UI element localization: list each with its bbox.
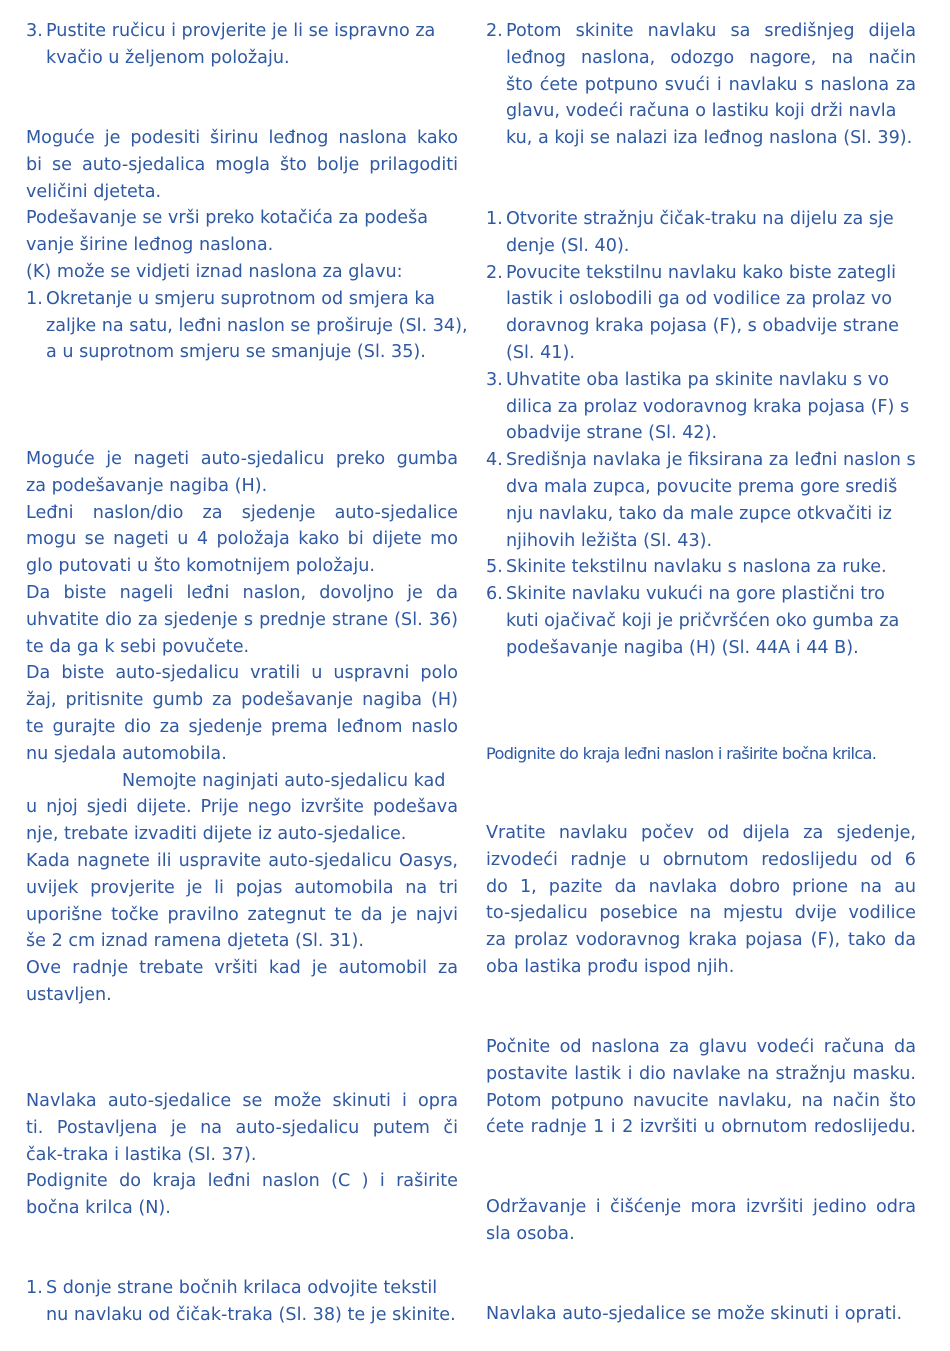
list-item: 3. Pustite ručicu i provjerite je li se ispravno za kvačio u željenom položaju. [26, 21, 436, 68]
maintenance-section: Održavanje i čišćenje mora izvršiti jedino odra sla osoba. [486, 1197, 916, 1244]
cover-step-1 [26, 1275, 458, 1329]
list-item: 3. Uhvatite oba lastika pa skinite navlaku s vo dilica za prolaz vodoravnog kraka pojasa (F) s obadvije strane (Sl. 42). [486, 369, 910, 444]
headrest-section: Počnite od naslona za glavu vodeći računa da postavite lastik i dio navlake na stražnju masku. Potom potpuno navucite navlaku, na način što ćete radnje 1 i 2 izvršiti u obrnutom redoslijedu. [486, 1037, 916, 1138]
list-item: 6. Skinite navlaku vukući na gore plastični tro kuti ojačivač koji je pričvršćen oko gumba za podešavanje nagiba (H) (Sl. 44A i 44 B). [486, 584, 900, 658]
list-item: 1. Otvorite stražnju čičak-traku na dijelu za sje denje (Sl. 40). [486, 209, 894, 256]
list-item: 1. S donje strane bočnih krilaca odvojite tekstil nu navlaku od čičak-traka (Sl. 38) te je skinite. [26, 1278, 456, 1325]
list-item: 5. Skinite tekstilnu navlaku s naslona za ruke. [486, 557, 887, 578]
seat-cover-steps [486, 206, 916, 662]
washable-line: Navlaka auto-sjedalice se može skinuti i oprati. [486, 1304, 903, 1324]
recline-section: Moguće je nageti auto-sjedalicu preko gumba za podešavanje nagiba (H). Leđni naslon/dio za sjedenje auto-sjedalice mogu se nageti u 4 položaja kako bi dijete mo glo putovati u što komotnijem položaju. Da biste nageli leđni naslon, dovoljno je da uhvatite dio za sjedenje s prednje strane (Sl. 36) te da ga k sebi povučete. Da biste auto-sjedalicu vratili u uspravni polo žaj, pritisnite gumb za podešavanje nagiba (H) te gurajte dio za sjedenje prema leđnom naslo nu sjedala automobila. Nemojte naginjati auto-sjedalicu kad u njoj sjedi dijete. Prije nego izvršite podešava nje, trebate izvaditi dijete iz auto-sjedalice. Kada nagnete ili uspravite auto-sjedalicu Oasys, uvijek provjerite je li pojas automobila na tri uporišne točke pravilno zategnut te da je najvi še 2 cm iznad ramena djeteta (Sl. 31). Ove radnje trebate vršiti kad je automobil za ustavljen. [26, 449, 458, 1005]
seat-lock-step [26, 18, 458, 72]
cover-removal-section: Navlaka auto-sjedalice se može skinuti i opra ti. Postavljena je na auto-sjedalicu putem či čak-traka i lastika (Sl. 37). Podignite do kraja leđni naslon (C ) i raširite bočna krilca (N). [26, 1091, 458, 1219]
cover-step-2 [486, 18, 916, 152]
list-item: 4. Središnja navlaka je fiksirana za leđni naslon s dva mala zupca, povucite prema gore središ nju navlaku, tako da male zupce otkvačiti iz njihovih ležišta (Sl. 43). [486, 450, 916, 551]
list-item: 2. Povucite tekstilnu navlaku kako biste zategli lastik i oslobodili ga od vodilice za prolaz vo doravnog kraka pojasa (F), s obadvije strane (Sl. 41). [486, 262, 899, 363]
refit-section: Vratite navlaku počev od dijela za sjedenje, izvodeći radnje u obrnutom redoslijedu od 6 do 1, pazite da navlaka dobro prione na au to-sjedalicu posebice na mjestu dvije vodilice za prolaz vodoravnog kraka pojasa (F), tako da oba lastika prođu ispod njih. [486, 823, 916, 977]
width-adjust-section: Moguće je podesiti širinu leđnog naslona kako bi se auto-sjedalica mogla što bolje prilagoditi veličini djeteta. Podešavanje se vrši preko kotačića za podeša vanje širine leđnog naslona. (K) može se vidjeti iznad naslona za glavu: 1. Okretanje u smjeru suprotnom od smjera ka zaljke na satu, leđni naslon se proširuje (Sl. 34), a u suprotnom smjeru se smanjuje (Sl. 35). [26, 125, 458, 366]
list-item: 2. Potom skinite navlaku sa središnjeg dijela leđnog naslona, odozgo nagore, na način što ćete potpuno svući i navlaku s naslona za glavu, vodeći računa o lastiku koji drži navla ku, a koji se nalazi iza leđnog naslona (Sl. 39). [486, 21, 916, 149]
raise-backrest-line: Podignite do kraja leđni naslon i raširite bočna krilca. [486, 744, 877, 763]
list-item: 1. Okretanje u smjeru suprotnom od smjera ka zaljke na satu, leđni naslon se proširuje (Sl. 34), a u suprotnom smjeru se smanjuje (Sl. 35). [26, 288, 468, 363]
